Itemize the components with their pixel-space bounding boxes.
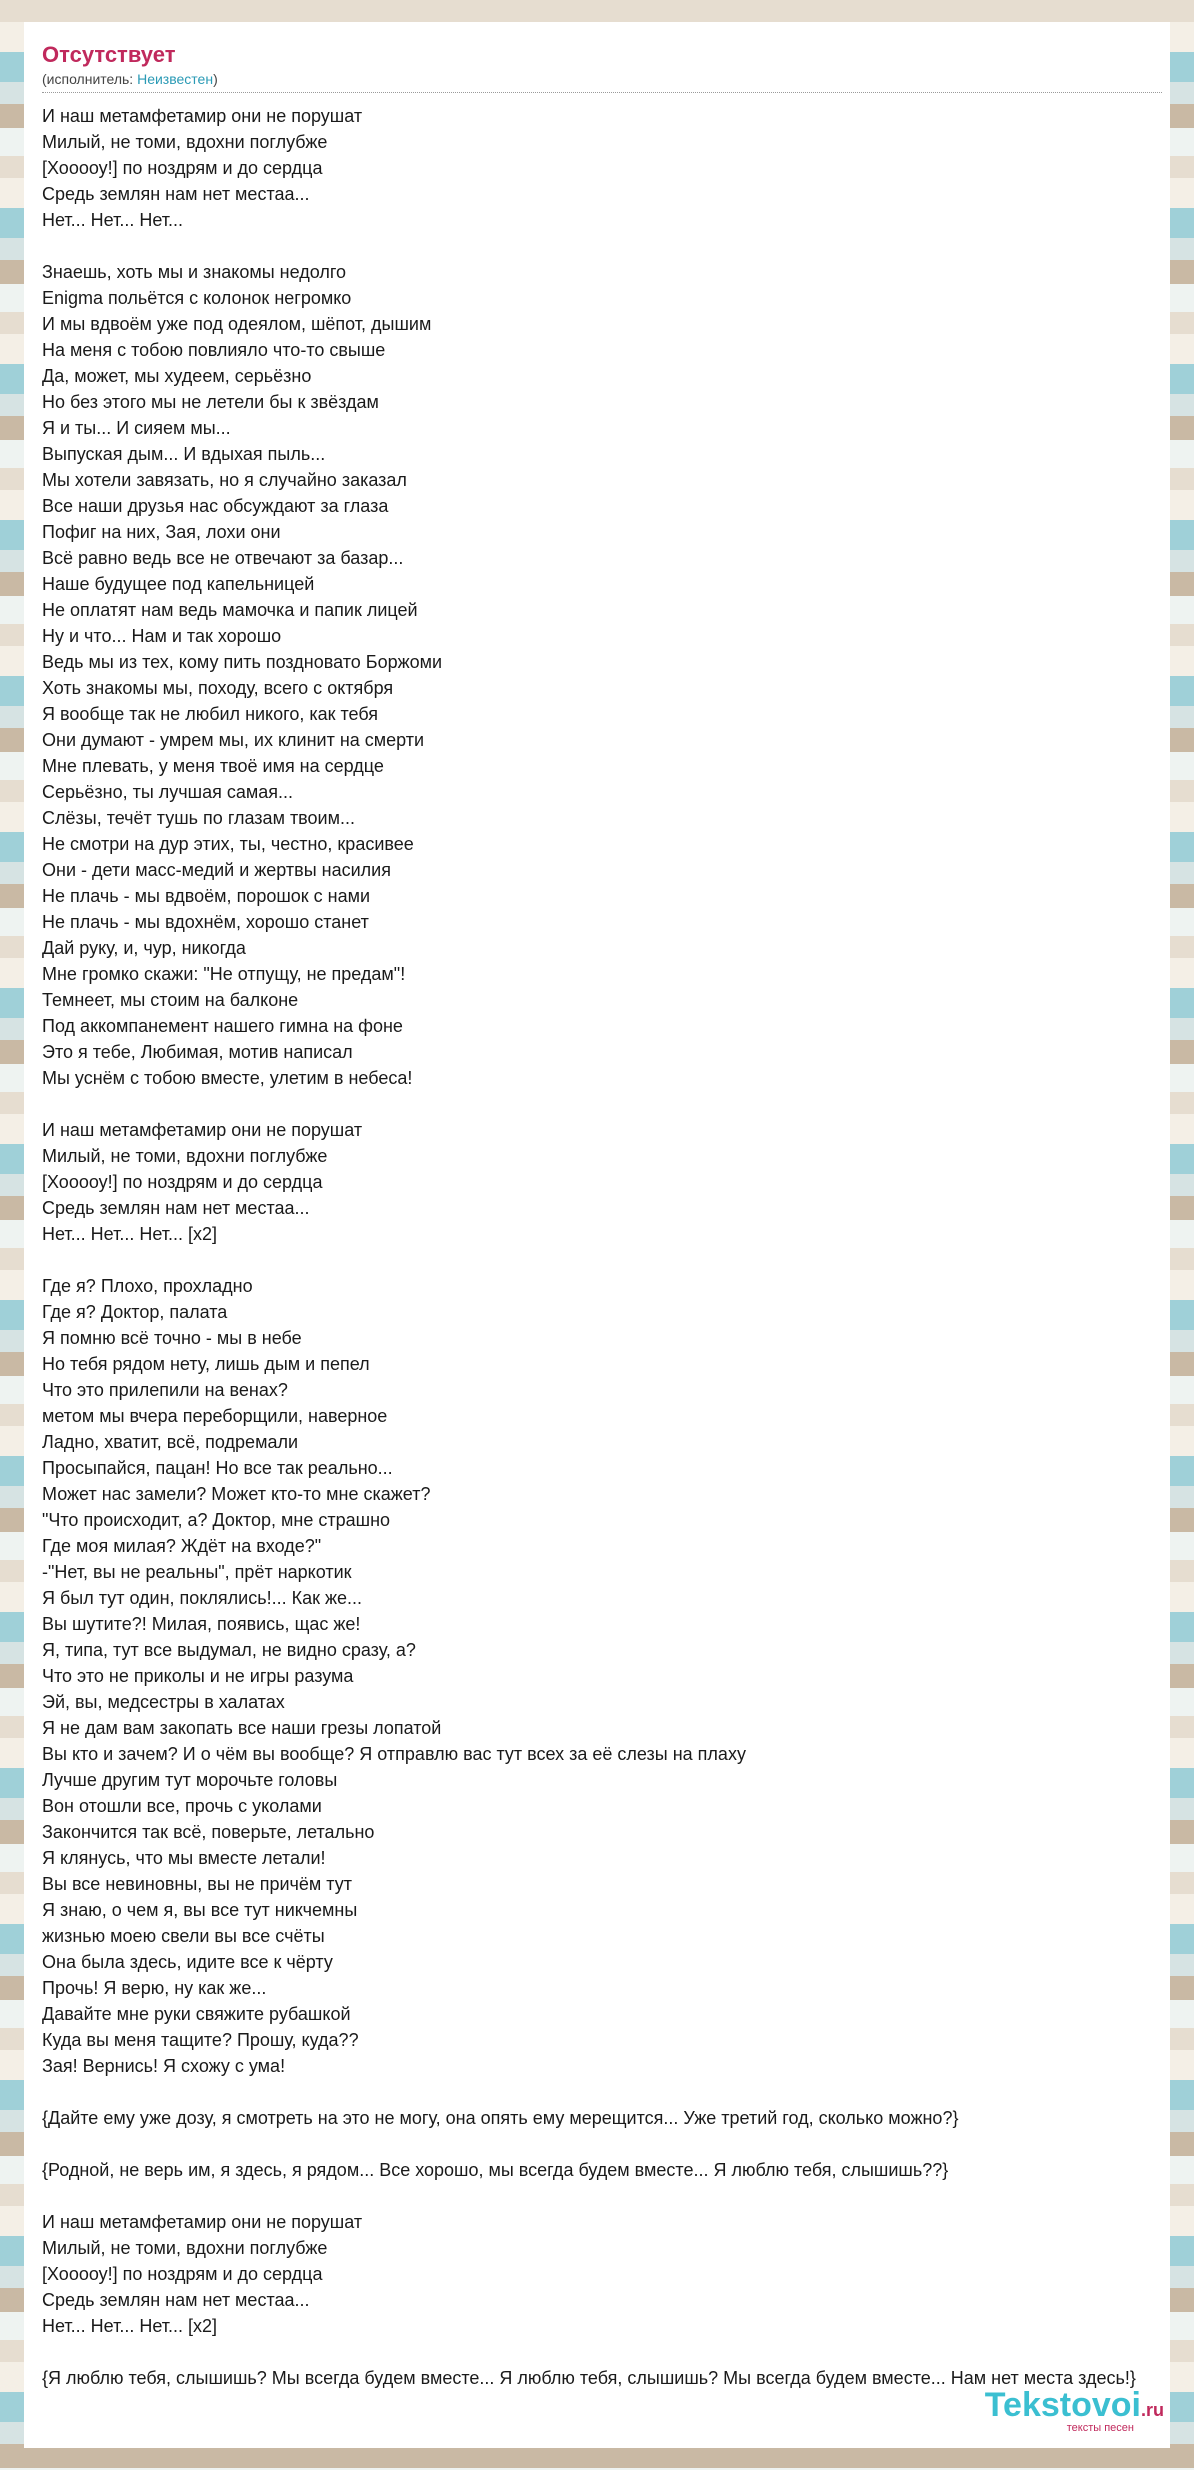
song-title: Отсутствует	[42, 42, 176, 67]
lyrics-line: Все наши друзья нас обсуждают за глаза	[42, 496, 389, 516]
lyrics-line: Я не дам вам закопать все наши грезы лопатой	[42, 1718, 442, 1738]
lyrics-line: Средь землян нам нет местаа...	[42, 1198, 310, 1218]
lyrics-line: Средь землян нам нет местаа...	[42, 2290, 310, 2310]
brand-name: Tekstovoi	[984, 2386, 1141, 2424]
lyrics-line: Мы хотели завязать, но я случайно заказал	[42, 470, 407, 490]
lyrics-line: Я знаю, о чем я, вы все тут никчемны	[42, 1900, 358, 1920]
lyrics-line: Давайте мне руки свяжите рубашкой	[42, 2004, 351, 2024]
lyrics-stanza	[42, 2105, 1162, 2131]
lyrics-line: Я вообще так не любил никого, как тебя	[42, 704, 378, 724]
lyrics-line: жизнью моею свели вы все счёты	[42, 1926, 325, 1946]
lyrics-line: Зая! Вернись! Я схожу с ума!	[42, 2056, 286, 2076]
lyrics-line: Пофиг на них, Зая, лохи они	[42, 522, 281, 542]
lyrics-stanza	[42, 103, 1162, 233]
lyrics-line: Ладно, хватит, всё, подремали	[42, 1432, 299, 1452]
lyrics-line: Я и ты... И сияем мы...	[42, 418, 231, 438]
lyrics-line: Нет... Нет... Нет... [x2]	[42, 2316, 218, 2336]
lyrics-line: {Я люблю тебя, слышишь? Мы всегда будем вместе... Я люблю тебя, слышишь? Мы всегда будем вместе... Нам нет места здесь!}	[42, 2368, 1136, 2388]
lyrics-line: Что это не приколы и не игры разума	[42, 1666, 354, 1686]
lyrics-line: Милый, не томи, вдохни поглубже	[42, 1146, 328, 1166]
lyrics-line: Не плачь - мы вдохнём, хорошо станет	[42, 912, 369, 932]
lyrics-line: Эй, вы, медсестры в халатах	[42, 1692, 285, 1712]
lyrics-line: Наше будущее под капельницей	[42, 574, 315, 594]
lyrics-stanza	[42, 2157, 1162, 2183]
lyrics-line: Enigma польётся с колонок негромко	[42, 288, 352, 308]
lyrics-line: Они - дети масс-медий и жертвы насилия	[42, 860, 391, 880]
lyrics-line: Что это прилепили на венах?	[42, 1380, 288, 1400]
lyrics-line: Нет... Нет... Нет...	[42, 210, 183, 230]
lyrics-line: И наш метамфетамир они не порушат	[42, 2212, 363, 2232]
lyrics-line: Она была здесь, идите все к чёрту	[42, 1952, 333, 1972]
lyrics-line: Не плачь - мы вдвоём, порошок с нами	[42, 886, 371, 906]
artist-prefix: (исполнитель:	[42, 71, 138, 87]
lyrics-line: Я клянусь, что мы вместе летали!	[42, 1848, 326, 1868]
lyrics-line: Под аккомпанемент нашего гимна на фоне	[42, 1016, 403, 1036]
lyrics-line: Это я тебе, Любимая, мотив написал	[42, 1042, 353, 1062]
lyrics-line: Да, может, мы худеем, серьёзно	[42, 366, 312, 386]
site-logo[interactable]	[985, 2388, 1164, 2434]
lyrics-line: Но без этого мы не летели бы к звёздам	[42, 392, 379, 412]
lyrics-card	[24, 22, 1170, 2448]
lyrics-line: Лучше другим тут морочьте головы	[42, 1770, 338, 1790]
dotted-divider	[42, 92, 1162, 93]
lyrics-line: Может нас замели? Может кто-то мне скажет?	[42, 1484, 431, 1504]
brand-tld: .ru	[1140, 2400, 1164, 2420]
lyrics-line: И наш метамфетамир они не порушат	[42, 1120, 363, 1140]
lyrics-line: Вы шутите?! Милая, появись, щас же!	[42, 1614, 361, 1634]
lyrics-line: Вон отошли все, прочь с уколами	[42, 1796, 322, 1816]
lyrics-stanza	[42, 1273, 1162, 2079]
lyrics-line: метом мы вчера переборщили, наверное	[42, 1406, 388, 1426]
lyrics-line: Милый, не томи, вдохни поглубже	[42, 132, 328, 152]
lyrics-line: Вы все невиновны, вы не причём тут	[42, 1874, 352, 1894]
lyrics-line: [Хооооу!] по ноздрям и до сердца	[42, 1172, 323, 1192]
lyrics-line: Ну и что... Нам и так хорошо	[42, 626, 282, 646]
lyrics-line: Вы кто и зачем? И о чём вы вообще? Я отправлю вас тут всех за её слезы на плаху	[42, 1744, 746, 1764]
lyrics-line: Мне громко скажи: "Не отпущу, не предам"!	[42, 964, 406, 984]
lyrics-line: Милый, не томи, вдохни поглубже	[42, 2238, 328, 2258]
lyrics-line: Хоть знакомы мы, походу, всего с октября	[42, 678, 394, 698]
lyrics-line: {Родной, не верь им, я здесь, я рядом... Все хорошо, мы всегда будем вместе... Я люблю тебя, слышишь??}	[42, 2160, 949, 2180]
artist-line	[42, 70, 1170, 88]
lyrics-line: Нет... Нет... Нет... [x2]	[42, 1224, 218, 1244]
lyrics-line: Куда вы меня тащите? Прошу, куда??	[42, 2030, 359, 2050]
lyrics-line: Мне плевать, у меня твоё имя на сердце	[42, 756, 384, 776]
lyrics-line: Закончится так всё, поверьте, летально	[42, 1822, 375, 1842]
lyrics-line: Я, типа, тут все выдумал, не видно сразу, а?	[42, 1640, 416, 1660]
lyrics-line: [Хооооу!] по ноздрям и до сердца	[42, 158, 323, 178]
lyrics-line: Слёзы, течёт тушь по глазам твоим...	[42, 808, 355, 828]
lyrics-stanza	[42, 259, 1162, 1091]
lyrics-line: Ведь мы из тех, кому пить поздновато Боржоми	[42, 652, 443, 672]
lyrics-body	[42, 103, 1162, 2391]
lyrics-line: Темнеет, мы стоим на балконе	[42, 990, 299, 1010]
lyrics-line: Выпуская дым... И вдыхая пыль...	[42, 444, 326, 464]
lyrics-line: [Хооооу!] по ноздрям и до сердца	[42, 2264, 323, 2284]
lyrics-line: Где моя милая? Ждёт на входе?"	[42, 1536, 322, 1556]
lyrics-line: Прочь! Я верю, ну как же...	[42, 1978, 267, 1998]
lyrics-line: Всё равно ведь все не отвечают за базар...	[42, 548, 404, 568]
lyrics-line: Не смотри на дур этих, ты, честно, красивее	[42, 834, 414, 854]
lyrics-line: Знаешь, хоть мы и знакомы недолго	[42, 262, 347, 282]
lyrics-line: Но тебя рядом нету, лишь дым и пепел	[42, 1354, 370, 1374]
lyrics-line: И наш метамфетамир они не порушат	[42, 106, 363, 126]
lyrics-line: Где я? Плохо, прохладно	[42, 1276, 253, 1296]
lyrics-line: Где я? Доктор, палата	[42, 1302, 228, 1322]
lyrics-line: Я был тут один, поклялись!... Как же...	[42, 1588, 363, 1608]
lyrics-line: И мы вдвоём уже под одеялом, шёпот, дышим	[42, 314, 432, 334]
lyrics-line: На меня с тобою повлияло что-то свыше	[42, 340, 386, 360]
lyrics-line: {Дайте ему уже дозу, я смотреть на это не могу, она опять ему мерещится... Уже третий год, сколько можно?}	[42, 2108, 959, 2128]
lyrics-line: Они думают - умрем мы, их клинит на смерти	[42, 730, 425, 750]
lyrics-stanza	[42, 1117, 1162, 1247]
lyrics-line: "Что происходит, а? Доктор, мне страшно	[42, 1510, 391, 1530]
lyrics-stanza	[42, 2209, 1162, 2339]
brand-subtitle: тексты песен	[1066, 2422, 1134, 2434]
artist-suffix: )	[213, 71, 218, 87]
lyrics-line: Я помню всё точно - мы в небе	[42, 1328, 302, 1348]
lyrics-line: -"Нет, вы не реальны", прёт наркотик	[42, 1562, 352, 1582]
artist-link[interactable]: Неизвестен	[137, 71, 214, 87]
lyrics-line: Дай руку, и, чур, никогда	[42, 938, 246, 958]
lyrics-line: Средь землян нам нет местаа...	[42, 184, 310, 204]
lyrics-line: Просыпайся, пацан! Но все так реально...	[42, 1458, 393, 1478]
lyrics-line: Не оплатят нам ведь мамочка и папик лицей	[42, 600, 418, 620]
lyrics-line: Серьёзно, ты лучшая самая...	[42, 782, 294, 802]
lyrics-line: Мы уснём с тобою вместе, улетим в небеса!	[42, 1068, 413, 1088]
